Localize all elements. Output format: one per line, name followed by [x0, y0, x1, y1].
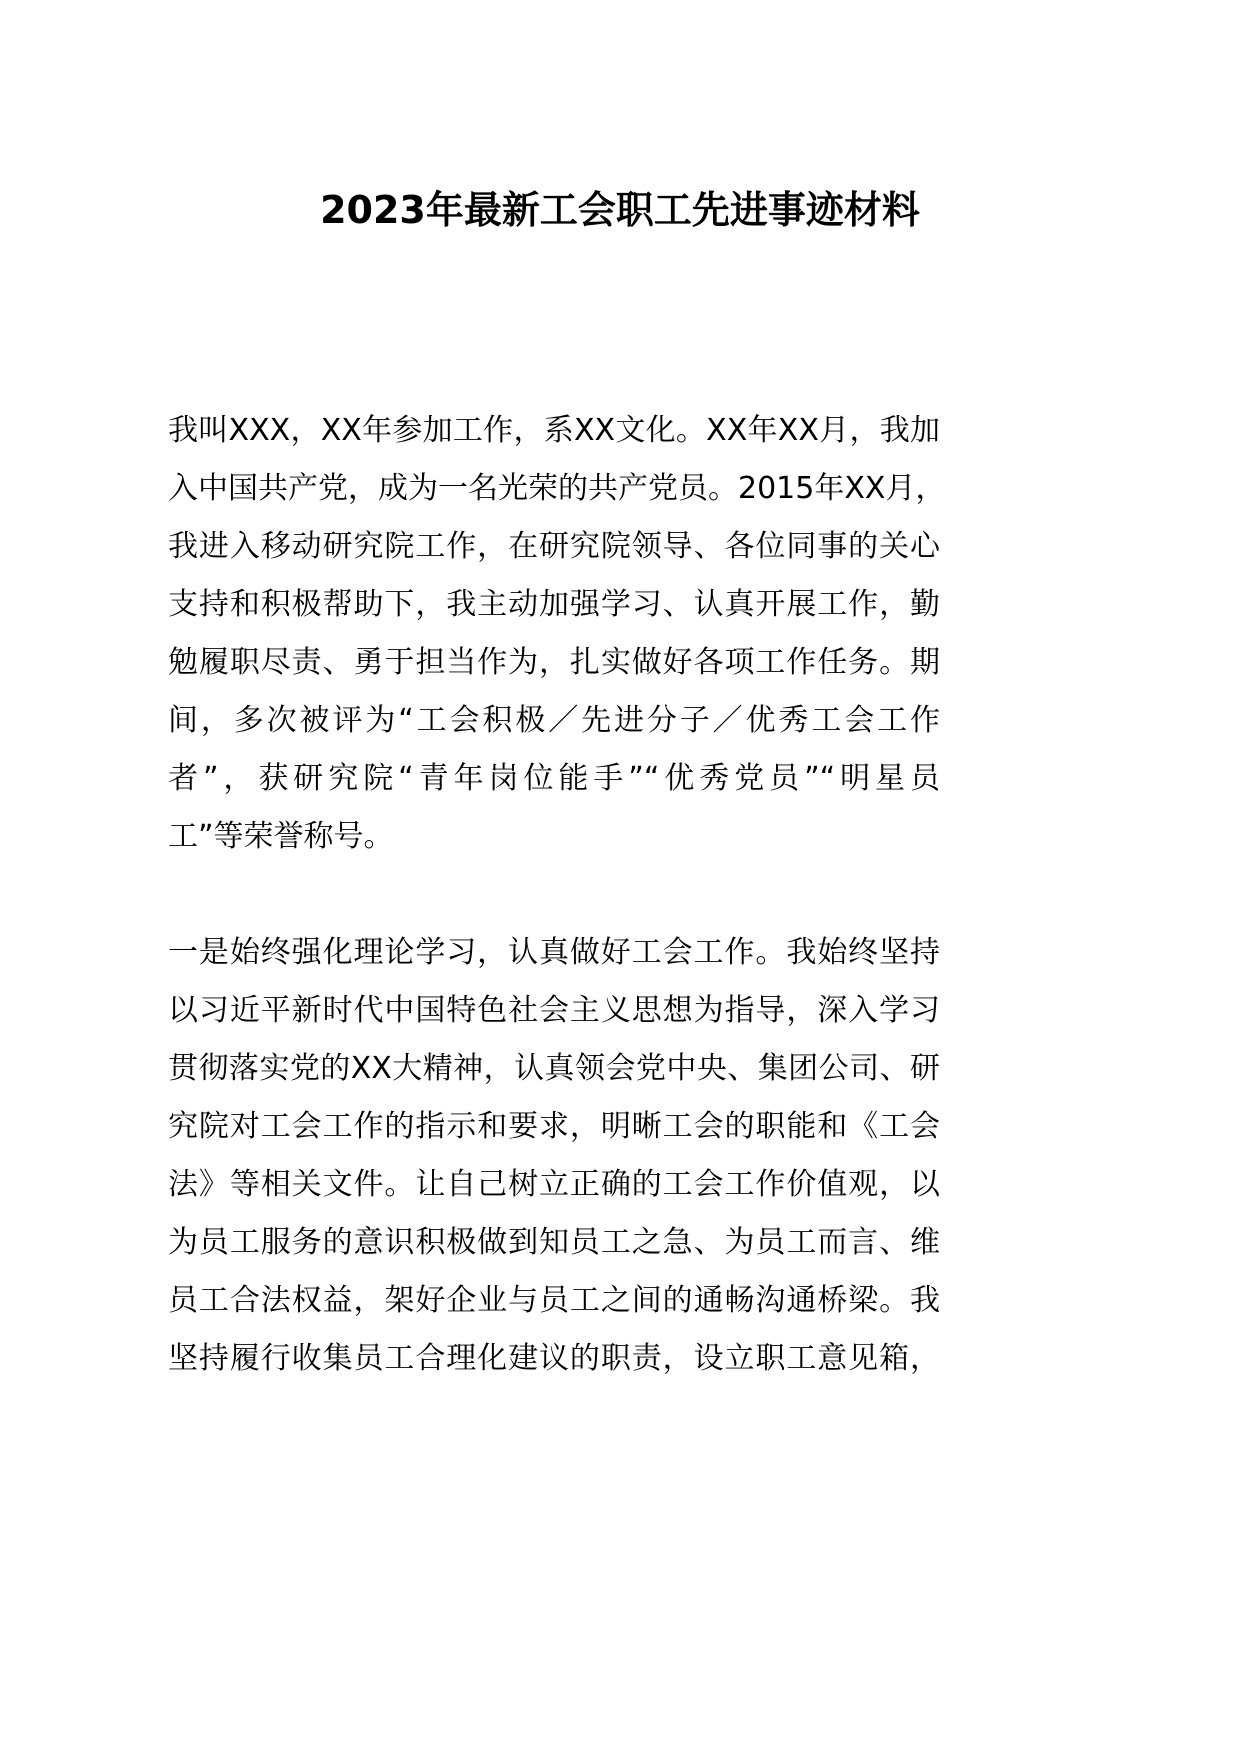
text-line: 贯彻落实党的XX大精神，认真领会党中央、集团公司、研 [168, 1051, 940, 1086]
text-line: 员工合法权益，架好企业与员工之间的通畅沟通桥梁。我 [168, 1283, 940, 1318]
text-line: 者”，获研究院“青年岗位能手”“优秀党员”“明星员 [168, 761, 940, 796]
text-line: 我进入移动研究院工作，在研究院领导、各位同事的关心 [168, 529, 940, 564]
paragraph-intro [168, 402, 946, 866]
text-line: 法》等相关文件。让自己树立正确的工会工作价值观，以 [168, 1167, 940, 1202]
text-line: 为员工服务的意识积极做到知员工之急、为员工而言、维 [168, 1225, 940, 1260]
text-line: 我叫XXX，XX年参加工作，系XX文化。XX年XX月，我加 [168, 413, 940, 448]
text-line: 究院对工会工作的指示和要求，明晰工会的职能和《工会 [168, 1109, 940, 1144]
document-title: 2023年最新工会职工先进事迹材料 [320, 188, 920, 232]
text-line: 坚持履行收集员工合理化建议的职责，设立职工意见箱， [168, 1341, 940, 1376]
paragraph-theory-study [168, 924, 940, 1388]
text-line: 间，多次被评为“工会积极／先进分子／优秀工会工作 [168, 703, 940, 738]
text-line: 支持和积极帮助下，我主动加强学习、认真开展工作，勤 [168, 587, 940, 622]
text-line: 入中国共产党，成为一名光荣的共产党员。2015年XX月， [168, 471, 946, 506]
text-line: 工”等荣誉称号。 [168, 819, 394, 854]
text-line: 以习近平新时代中国特色社会主义思想为指导，深入学习 [168, 993, 940, 1028]
text-line: 勉履职尽责、勇于担当作为，扎实做好各项工作任务。期 [168, 645, 940, 680]
text-line: 一是始终强化理论学习，认真做好工会工作。我始终坚持 [168, 935, 940, 970]
